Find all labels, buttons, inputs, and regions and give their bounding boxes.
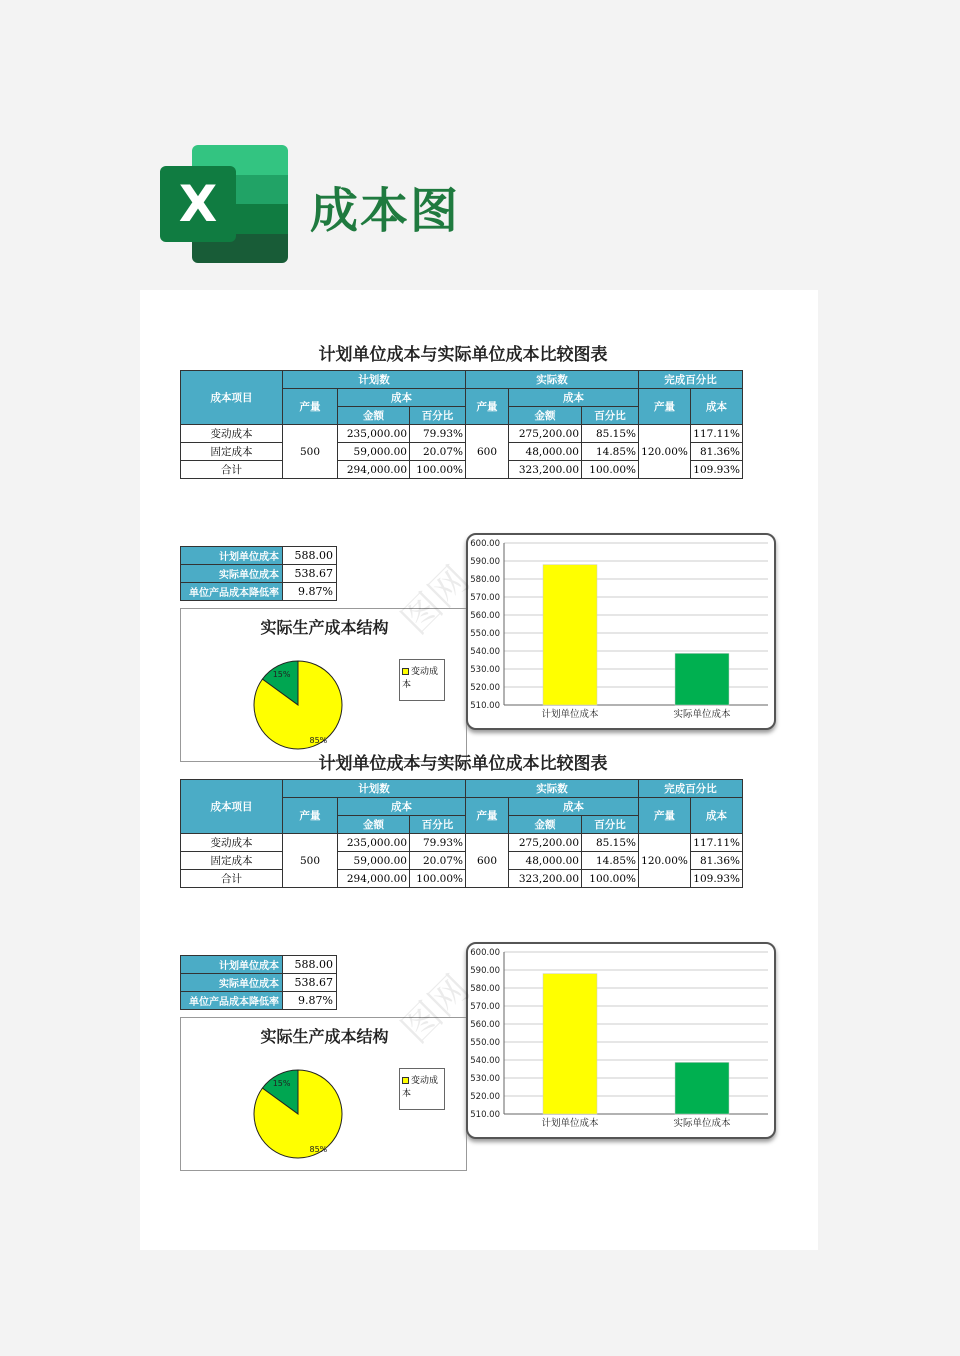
y-tick-label: 510.00	[470, 701, 500, 711]
header-cost: 成本	[338, 389, 466, 407]
actual-output: 600	[466, 834, 509, 888]
plan-pct: 79.93%	[410, 425, 466, 443]
header-amount: 金额	[338, 816, 410, 834]
watermark: 图网	[393, 557, 478, 643]
watermark: 图网	[393, 966, 478, 1052]
x-tick-label: 计划单位成本	[541, 1118, 599, 1129]
header-item: 成本项目	[181, 371, 283, 425]
bar	[675, 653, 729, 705]
y-tick-label: 590.00	[470, 557, 500, 567]
plan-output: 500	[283, 834, 338, 888]
plan-amount: 59,000.00	[338, 443, 410, 461]
unit-row	[181, 565, 337, 583]
unit-value: 9.87%	[283, 583, 337, 601]
unit-label: 单位产品成本降低率	[181, 992, 283, 1010]
y-tick-label: 560.00	[470, 611, 500, 621]
actual-amount: 323,200.00	[509, 870, 582, 888]
header-output: 产量	[639, 389, 691, 425]
y-tick-label: 540.00	[470, 1056, 500, 1066]
legend-swatch	[402, 1077, 409, 1084]
unit-row	[181, 583, 337, 601]
bar-chart	[466, 533, 776, 730]
complete-cost: 81.36%	[691, 852, 743, 870]
header-pct: 百分比	[410, 816, 466, 834]
header-item: 成本项目	[181, 780, 283, 834]
plan-pct: 79.93%	[410, 834, 466, 852]
unit-label: 单位产品成本降低率	[181, 583, 283, 601]
unit-row	[181, 547, 337, 565]
legend-swatch	[402, 668, 409, 675]
header-output: 产量	[283, 798, 338, 834]
plan-pct: 20.07%	[410, 852, 466, 870]
x-tick-label: 实际单位成本	[673, 1118, 731, 1129]
actual-pct: 100.00%	[582, 461, 639, 479]
x-tick-label: 计划单位成本	[541, 709, 599, 720]
plan-pct: 20.07%	[410, 443, 466, 461]
header-cost: 成本	[691, 389, 743, 425]
table-row	[181, 425, 743, 443]
y-tick-label: 580.00	[470, 984, 500, 994]
bar-svg	[468, 535, 774, 728]
y-tick-label: 550.00	[470, 629, 500, 639]
pie-chart	[180, 1017, 467, 1171]
pie-data-label: 15%	[272, 669, 291, 679]
plan-pct: 100.00%	[410, 461, 466, 479]
header-output: 产量	[466, 389, 509, 425]
row-name: 合计	[181, 461, 283, 479]
actual-pct: 14.85%	[582, 443, 639, 461]
unit-value: 588.00	[283, 547, 337, 565]
block-title: 计划单位成本与实际单位成本比较图表	[318, 754, 608, 774]
document-page	[140, 290, 818, 1250]
legend-label: 变动成本	[402, 1076, 439, 1099]
pie-data-label: 85%	[309, 1145, 328, 1155]
header-amount: 金额	[509, 816, 582, 834]
actual-amount: 48,000.00	[509, 443, 582, 461]
plan-amount: 59,000.00	[338, 852, 410, 870]
unit-value: 538.67	[283, 565, 337, 583]
plan-amount: 294,000.00	[338, 461, 410, 479]
header-output: 产量	[283, 389, 338, 425]
actual-output: 600	[466, 425, 509, 479]
pie-title: 实际生产成本结构	[260, 1027, 389, 1046]
row-name: 变动成本	[181, 425, 283, 443]
unit-label: 计划单位成本	[181, 956, 283, 974]
complete-cost: 109.93%	[691, 461, 743, 479]
y-tick-label: 530.00	[470, 1074, 500, 1084]
table-row	[181, 834, 743, 852]
actual-amount: 323,200.00	[509, 461, 582, 479]
y-tick-label: 560.00	[470, 1020, 500, 1030]
header-cost: 成本	[509, 389, 639, 407]
x-tick-label: 实际单位成本	[673, 709, 731, 720]
y-tick-label: 600.00	[470, 948, 500, 958]
legend-label: 变动成本	[402, 667, 439, 690]
cost-report-block	[180, 749, 780, 1155]
header-output: 产量	[466, 798, 509, 834]
y-tick-label: 570.00	[470, 593, 500, 603]
bar	[675, 1062, 729, 1114]
y-tick-label: 600.00	[470, 539, 500, 549]
plan-amount: 235,000.00	[338, 425, 410, 443]
bar	[543, 565, 597, 705]
actual-pct: 85.15%	[582, 425, 639, 443]
plan-amount: 235,000.00	[338, 834, 410, 852]
unit-cost-table	[180, 955, 337, 1010]
header-pct: 百分比	[410, 407, 466, 425]
actual-amount: 275,200.00	[509, 834, 582, 852]
header-actual: 实际数	[466, 371, 639, 389]
complete-cost: 109.93%	[691, 870, 743, 888]
header-cost: 成本	[691, 798, 743, 834]
row-name: 合计	[181, 870, 283, 888]
header-pct: 百分比	[582, 407, 639, 425]
y-tick-label: 580.00	[470, 575, 500, 585]
header-amount: 金额	[338, 407, 410, 425]
header-plan: 计划数	[283, 780, 466, 798]
unit-label: 计划单位成本	[181, 547, 283, 565]
bar-chart	[466, 942, 776, 1139]
y-tick-label: 510.00	[470, 1110, 500, 1120]
actual-pct: 85.15%	[582, 834, 639, 852]
header-cost: 成本	[509, 798, 639, 816]
unit-cost-table	[180, 546, 337, 601]
actual-amount: 48,000.00	[509, 852, 582, 870]
y-tick-label: 530.00	[470, 665, 500, 675]
pie-legend	[399, 1068, 445, 1110]
actual-amount: 275,200.00	[509, 425, 582, 443]
header-actual: 实际数	[466, 780, 639, 798]
header-complete: 完成百分比	[639, 780, 743, 798]
page-title: 成本图	[310, 183, 461, 239]
header-complete: 完成百分比	[639, 371, 743, 389]
unit-value: 588.00	[283, 956, 337, 974]
header-output: 产量	[639, 798, 691, 834]
y-tick-label: 520.00	[470, 683, 500, 693]
y-tick-label: 550.00	[470, 1038, 500, 1048]
plan-output: 500	[283, 425, 338, 479]
actual-pct: 14.85%	[582, 852, 639, 870]
y-tick-label: 570.00	[470, 1002, 500, 1012]
plan-pct: 100.00%	[410, 870, 466, 888]
excel-logo-icon: X	[160, 145, 288, 263]
bar-svg	[468, 944, 774, 1137]
pie-title: 实际生产成本结构	[260, 618, 389, 637]
header-cost: 成本	[338, 798, 466, 816]
y-tick-label: 520.00	[470, 1092, 500, 1102]
plan-amount: 294,000.00	[338, 870, 410, 888]
complete-output: 120.00%	[639, 834, 691, 888]
complete-cost: 117.11%	[691, 834, 743, 852]
y-tick-label: 590.00	[470, 966, 500, 976]
unit-label: 实际单位成本	[181, 565, 283, 583]
bar	[543, 974, 597, 1114]
complete-output: 120.00%	[639, 425, 691, 479]
row-name: 变动成本	[181, 834, 283, 852]
unit-label: 实际单位成本	[181, 974, 283, 992]
pie-legend	[399, 659, 445, 701]
row-name: 固定成本	[181, 443, 283, 461]
cost-table	[180, 779, 743, 888]
unit-row	[181, 992, 337, 1010]
header-plan: 计划数	[283, 371, 466, 389]
unit-value: 538.67	[283, 974, 337, 992]
pie-data-label: 85%	[309, 736, 328, 746]
pie-chart	[180, 608, 467, 762]
actual-pct: 100.00%	[582, 870, 639, 888]
cost-report-block	[180, 340, 780, 746]
y-tick-label: 540.00	[470, 647, 500, 657]
complete-cost: 117.11%	[691, 425, 743, 443]
header-amount: 金额	[509, 407, 582, 425]
header-pct: 百分比	[582, 816, 639, 834]
block-title: 计划单位成本与实际单位成本比较图表	[318, 345, 608, 365]
cost-table	[180, 370, 743, 479]
row-name: 固定成本	[181, 852, 283, 870]
unit-row	[181, 956, 337, 974]
pie-data-label: 15%	[272, 1078, 291, 1088]
unit-row	[181, 974, 337, 992]
complete-cost: 81.36%	[691, 443, 743, 461]
unit-value: 9.87%	[283, 992, 337, 1010]
